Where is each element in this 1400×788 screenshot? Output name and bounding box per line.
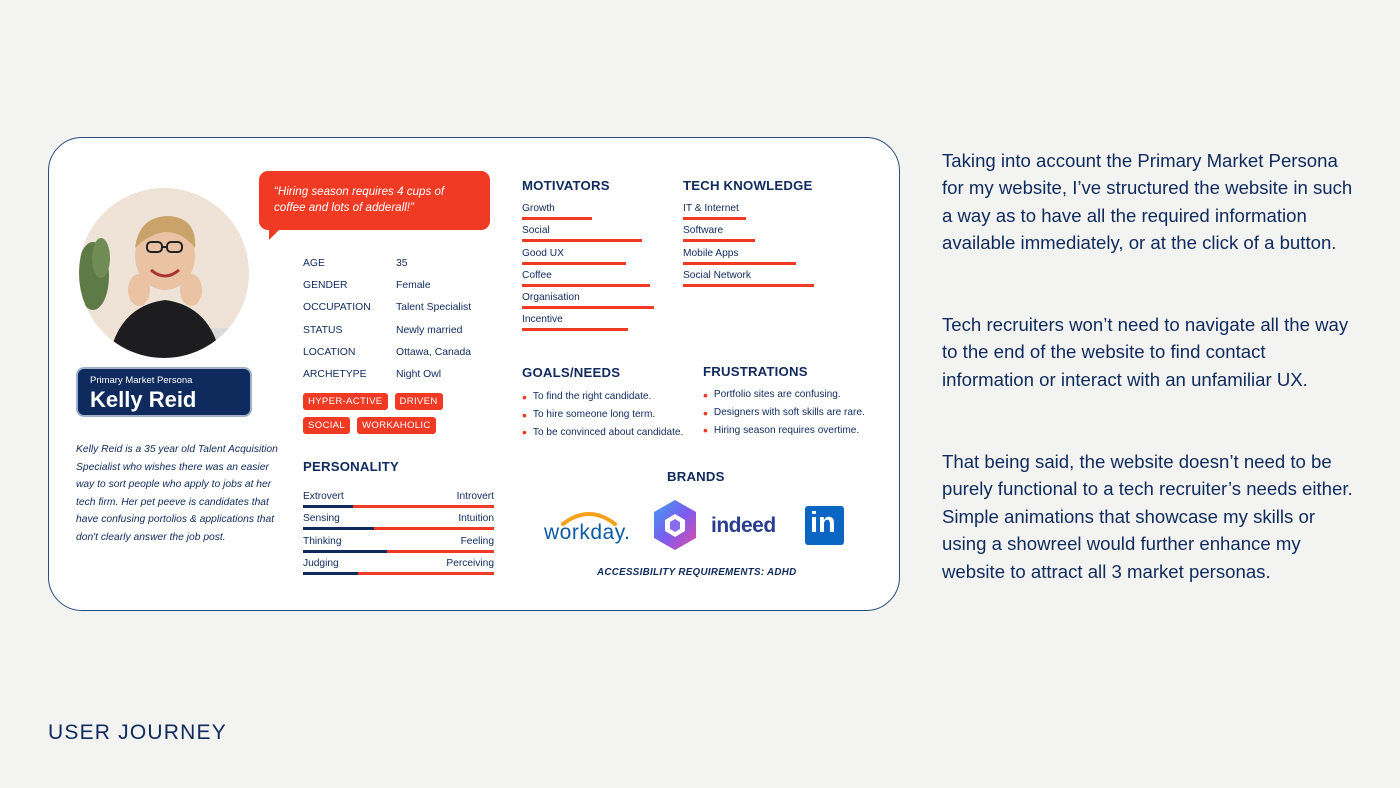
tech-label: IT & Internet — [683, 203, 739, 214]
fact-key: OCCUPATION — [303, 302, 371, 314]
description-paragraph: Tech recruiters won’t need to navigate all the way to the end of the website to find contact information or interact with an unfamiliar UX. — [942, 314, 1349, 390]
goal-item: • To hire someone long term. — [522, 406, 683, 424]
personality-title: PERSONALITY — [303, 459, 399, 474]
fact-row — [303, 252, 471, 274]
tech-knowledge-title: TECH KNOWLEDGE — [683, 178, 813, 193]
trait-bar — [303, 550, 494, 553]
tech-item — [683, 246, 814, 268]
fact-row — [303, 341, 471, 363]
personality-traits — [303, 489, 494, 578]
trait-right: Intuition — [458, 513, 494, 525]
motivator-level — [522, 217, 592, 220]
trait-right: Introvert — [456, 491, 494, 502]
goal-item: • To find the right candidate. — [522, 388, 683, 406]
indeed-wordmark: indeed — [711, 514, 776, 537]
tech-level — [683, 239, 755, 242]
persona-label: Primary Market Persona — [90, 375, 193, 386]
tag: SOCIAL — [303, 417, 350, 434]
fact-value: Night Owl — [396, 369, 442, 381]
frustration-item: • Hiring season requires overtime. — [703, 422, 865, 440]
fact-value: Female — [396, 279, 431, 291]
motivator-label: Coffee — [522, 269, 552, 281]
fact-value: 35 — [396, 257, 408, 269]
persona-card — [48, 137, 900, 611]
tech-level — [683, 262, 796, 265]
section-title: USER JOURNEY — [48, 721, 227, 744]
motivator-item — [522, 223, 654, 245]
trait-right: Feeling — [460, 535, 494, 547]
trait-row — [303, 534, 494, 556]
motivator-label: Growth — [522, 203, 555, 214]
fact-key: AGE — [303, 257, 325, 269]
motivator-label: Social — [522, 225, 550, 237]
linkedin-logo — [805, 506, 844, 545]
tech-item — [683, 223, 814, 245]
trait-fill — [303, 505, 353, 508]
goal-item: • To be convinced about candidate. — [522, 424, 683, 442]
fact-value: Newly married — [396, 324, 463, 336]
description-paragraph: Taking into account the Primary Market Persona for my website, I’ve structured the website in such a way as to have all the required information available immediately, or at the click of a button. — [942, 150, 1353, 254]
persona-tags — [303, 393, 483, 441]
brands-title: BRANDS — [667, 469, 725, 484]
motivator-level — [522, 306, 654, 309]
indeed-logo — [711, 514, 776, 538]
fact-value: Talent Specialist — [396, 302, 472, 314]
tag: HYPER-ACTIVE — [303, 393, 388, 410]
motivator-label: Incentive — [522, 314, 563, 326]
goals-list — [522, 388, 683, 441]
motivators-title: MOTIVATORS — [522, 178, 610, 193]
trait-fill — [303, 572, 358, 575]
fact-row — [303, 363, 471, 385]
trait-left: Extrovert — [303, 491, 344, 502]
fact-row — [303, 274, 471, 296]
motivator-level — [522, 328, 628, 331]
trait-row — [303, 556, 494, 578]
trait-left: Judging — [303, 557, 339, 569]
workday-wordmark: workday. — [544, 521, 631, 544]
copilot-icon — [651, 498, 699, 557]
trait-fill — [303, 527, 374, 530]
motivator-level — [522, 262, 626, 265]
persona-name-badge — [76, 367, 252, 417]
tech-label: Mobile Apps — [683, 247, 739, 259]
motivator-item — [522, 312, 654, 334]
accessibility-requirements: ACCESSIBILITY REQUIREMENTS: ADHD — [597, 567, 797, 578]
frustration-item: • Portfolio sites are confusing. — [703, 386, 865, 404]
tech-label: Social Network — [683, 269, 751, 281]
motivator-item — [522, 201, 654, 223]
trait-bar — [303, 527, 494, 530]
trait-bar — [303, 572, 494, 575]
linkedin-wordmark: in — [810, 507, 836, 539]
motivator-label: Organisation — [522, 292, 580, 304]
fact-row — [303, 319, 471, 341]
persona-quote: “Hiring season requires 4 cups of coffee and lots of adderall!” — [259, 171, 490, 230]
motivator-level — [522, 284, 650, 287]
motivator-label: Good UX — [522, 247, 564, 259]
description-paragraph: That being said, the website doesn’t need to be purely functional to a tech recruiter’s needs either. Simple animations that showcase my skills or using a showreel would further enhance my website to attract all 3 market personas. — [942, 451, 1353, 582]
trait-row — [303, 511, 494, 533]
trait-bar — [303, 505, 494, 508]
frustrations-list — [703, 386, 865, 439]
persona-facts — [303, 252, 471, 386]
trait-row — [303, 489, 494, 511]
persona-name: Kelly Reid — [90, 387, 197, 412]
motivator-level — [522, 239, 642, 242]
tech-item — [683, 201, 814, 223]
fact-value: Ottawa, Canada — [396, 346, 472, 358]
frustration-item: • Designers with soft skills are rare. — [703, 404, 865, 422]
tech-level — [683, 217, 746, 220]
goals-title: GOALS/NEEDS — [522, 365, 621, 380]
fact-key: ARCHETYPE — [303, 369, 367, 381]
fact-row — [303, 297, 471, 319]
trait-left: Thinking — [303, 535, 342, 547]
tag: WORKAHOLIC — [357, 417, 436, 434]
quote-tail — [269, 228, 281, 240]
fact-key: GENDER — [303, 279, 348, 291]
trait-fill — [303, 550, 387, 553]
fact-key: STATUS — [303, 324, 343, 336]
persona-bio: Kelly Reid is a 35 year old Talent Acquisition Specialist who wishes there was an easier way to sort people who apply to jobs at her tech firm. Her pet peeve is candidates that have confusing portolios & applications that don't clearly answer the job post. — [76, 444, 278, 543]
tech-knowledge-list — [683, 201, 814, 290]
frustrations-title: FRUSTRATIONS — [703, 364, 808, 379]
tech-item — [683, 268, 814, 290]
motivator-item — [522, 246, 654, 268]
tech-label: Software — [683, 225, 724, 237]
trait-right: Perceiving — [446, 557, 494, 569]
trait-left: Sensing — [303, 513, 340, 525]
persona-photo — [79, 188, 249, 358]
fact-key: LOCATION — [303, 346, 356, 358]
workday-logo — [541, 510, 637, 555]
tag: DRIVEN — [395, 393, 443, 410]
motivators-list — [522, 201, 654, 335]
motivator-item — [522, 290, 654, 312]
tech-level — [683, 284, 814, 287]
motivator-item — [522, 268, 654, 290]
